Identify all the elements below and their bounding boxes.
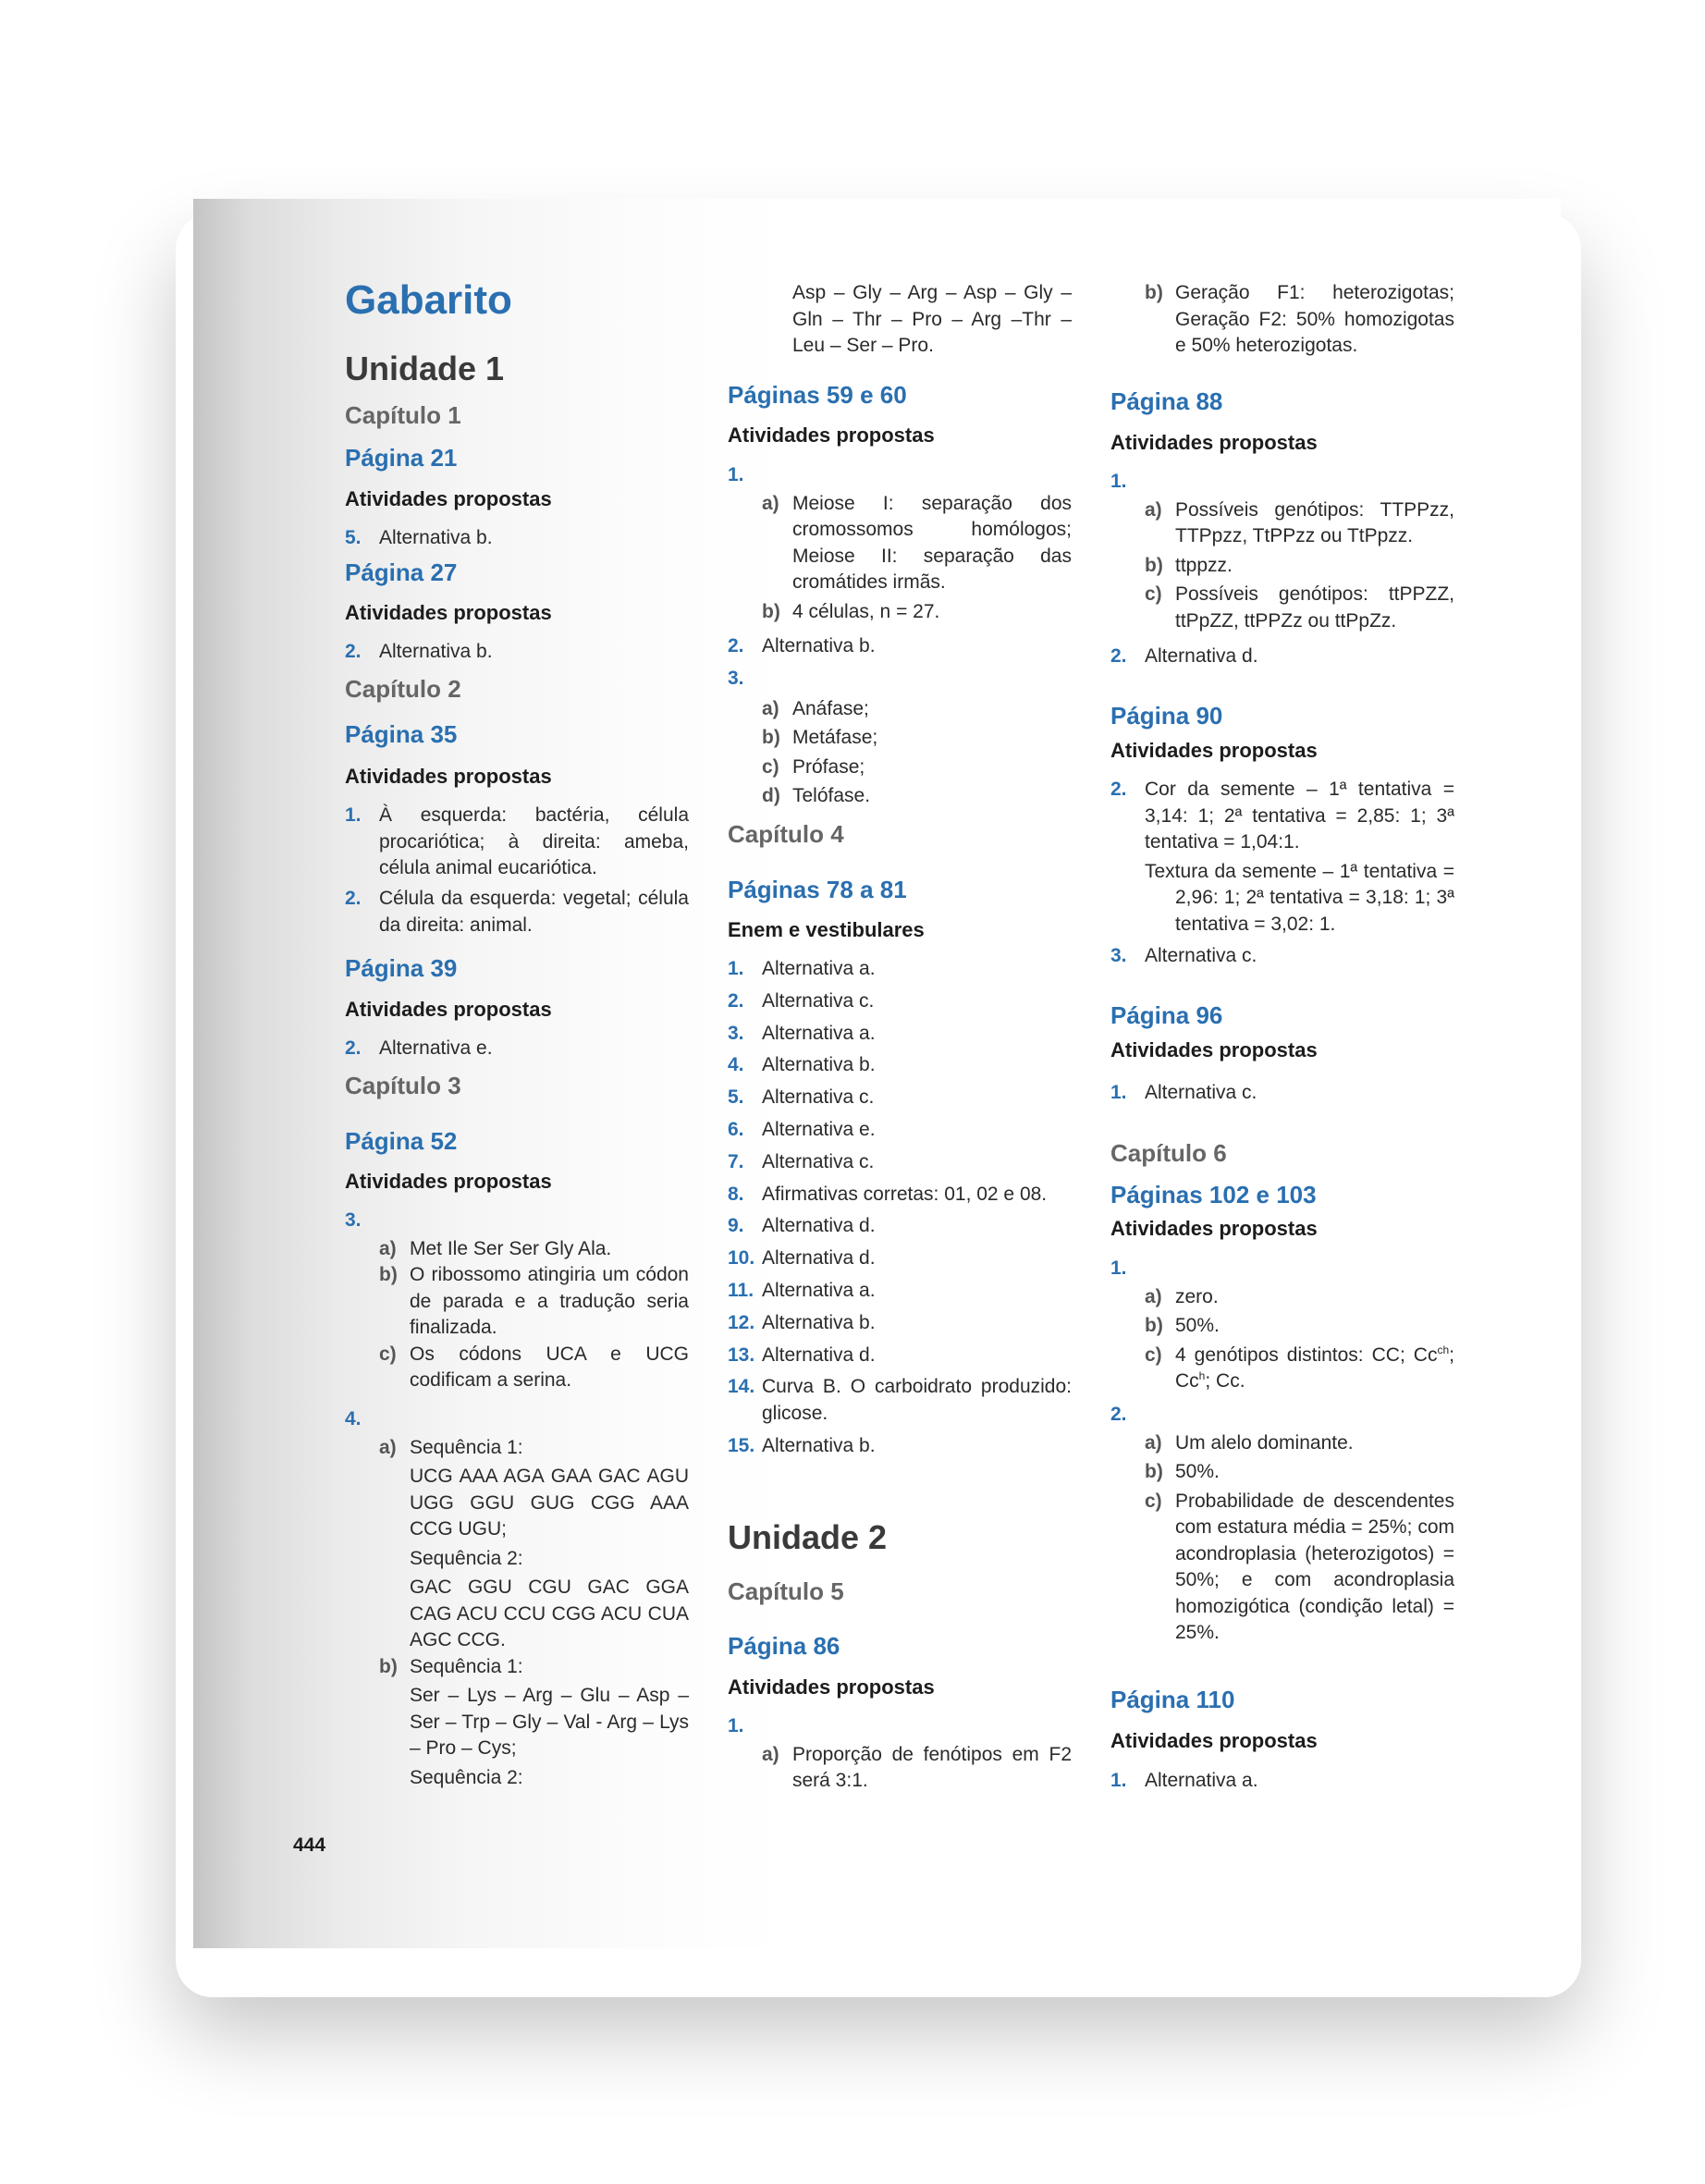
item-text: Curva B. O carboidrato produzido: glicose. — [762, 1376, 1072, 1424]
item-number: 13. — [728, 1344, 755, 1366]
item-letter: b) — [1145, 1315, 1163, 1336]
page-heading: Página 86 — [728, 1632, 840, 1660]
item-text: Alternativa b. — [762, 635, 876, 656]
answer-item — [1110, 943, 1454, 970]
item-number: 3. — [728, 668, 744, 689]
sub-item — [1145, 280, 1454, 360]
sub-item — [1145, 553, 1454, 580]
item-text: Meiose I: separação dos cromossomos homólogos; Meiose II: separação das cromátides irmãs. — [792, 492, 1072, 593]
item-text: Alternativa d. — [762, 1344, 876, 1366]
sub-item — [762, 725, 1072, 752]
page-title: Gabarito — [345, 277, 512, 323]
page-heading: Página 39 — [345, 954, 458, 982]
item-text: Prófase; — [792, 755, 865, 778]
page-heading: Página 21 — [345, 444, 458, 472]
item-number: 1. — [1110, 1770, 1127, 1791]
answer-list — [728, 956, 1072, 1465]
item-text: zero. — [1175, 1285, 1219, 1307]
item-number: 2. — [345, 1037, 362, 1059]
answer-item — [728, 1213, 1072, 1240]
answer-item — [728, 1310, 1072, 1337]
page-heading: Página 90 — [1110, 702, 1223, 730]
chapter-heading: Capítulo 2 — [345, 675, 461, 703]
item-text — [1175, 1343, 1454, 1395]
item-number: 1. — [728, 1715, 744, 1736]
page-heading: Página 88 — [1110, 387, 1223, 415]
item-letter: a) — [1145, 1431, 1162, 1454]
item-text: Sequência 2: — [410, 1547, 523, 1569]
item-letter: c) — [1145, 1344, 1162, 1366]
continued-text — [728, 280, 1072, 360]
answer-item — [728, 1713, 1072, 1795]
answer-item — [345, 1208, 689, 1394]
text-part: ; Cc — [1175, 1344, 1454, 1392]
text-part: 4 genótipos distintos: CC; Cc — [1175, 1344, 1438, 1366]
answer-item — [345, 1036, 689, 1062]
item-number: 3. — [345, 1209, 362, 1231]
page-heading: Páginas 78 a 81 — [728, 876, 907, 903]
item-number: 12. — [728, 1311, 755, 1333]
answer-item — [1110, 644, 1454, 670]
item-text: Alternativa d. — [762, 1247, 876, 1270]
item-letter: a) — [762, 697, 779, 719]
item-text: Alternativa a. — [762, 1022, 876, 1044]
answer-item — [345, 803, 689, 882]
item-letter: b) — [379, 1655, 398, 1677]
item-text: Telófase. — [792, 785, 871, 806]
sub-item — [762, 755, 1072, 781]
sub-item — [379, 1435, 689, 1654]
sub-item — [762, 696, 1072, 723]
answer-item — [728, 956, 1072, 983]
item-text: Alternativa d. — [1145, 645, 1258, 667]
item-letter: c) — [1145, 1490, 1162, 1512]
section-heading: Enem e vestibulares — [728, 918, 925, 941]
sub-item — [1145, 497, 1454, 550]
item-text: Alternativa b. — [379, 641, 493, 662]
item-text: Alternativa b. — [762, 1434, 876, 1456]
answer-item — [1110, 1080, 1454, 1107]
sub-item — [379, 1236, 689, 1263]
item-text: Os códons UCA e UCG codificam a serina. — [410, 1343, 689, 1391]
item-text: Alternativa c. — [762, 989, 875, 1012]
item-number: 7. — [728, 1150, 744, 1172]
item-text: ttppzz. — [1175, 554, 1233, 576]
item-text: Célula da esquerda: vegetal; célula da direita: animal. — [379, 888, 689, 936]
sequence-text: GAC GGU CGU GAC GGA CAG ACU CCU CGG ACU CUA AGC CCG. — [410, 1577, 689, 1650]
section-heading: Atividades propostas — [1110, 431, 1318, 454]
item-number: 5. — [345, 527, 362, 548]
answer-item — [1110, 280, 1454, 360]
item-letter: a) — [762, 492, 779, 514]
answer-item — [1110, 1402, 1454, 1647]
item-text: Met Ile Ser Ser Gly Ala. — [410, 1237, 612, 1259]
item-number: 1. — [345, 804, 362, 826]
section-heading: Atividades propostas — [345, 601, 552, 624]
chapter-heading: Capítulo 4 — [728, 820, 844, 848]
item-text: Alternativa e. — [379, 1037, 493, 1059]
answer-item — [1110, 777, 1454, 938]
item-number: 2. — [1110, 1404, 1127, 1425]
item-number: 3. — [728, 1022, 744, 1044]
answer-item — [345, 639, 689, 666]
item-letter: d) — [762, 785, 780, 806]
item-number: 8. — [728, 1183, 744, 1205]
item-text: Metáfase; — [792, 727, 878, 748]
item-text: Alternativa b. — [379, 527, 493, 548]
item-text: Alternativa c. — [1145, 945, 1257, 966]
answer-item — [728, 1149, 1072, 1176]
chapter-heading: Capítulo 1 — [345, 401, 461, 429]
item-number: 2. — [728, 989, 744, 1012]
superscript: h — [1198, 1369, 1206, 1382]
item-letter: b) — [379, 1264, 398, 1285]
item-number: 1. — [728, 464, 744, 485]
item-text: Textura da semente – 1ª tentativa = 2,96: 1; 2ª tentativa = 3,18: 1; 3ª tentativa = 3,02: 1. — [1145, 860, 1454, 935]
chapter-heading: Capítulo 6 — [1110, 1139, 1227, 1167]
item-number: 4. — [728, 1054, 744, 1076]
answer-item — [728, 1433, 1072, 1460]
answer-item — [728, 666, 1072, 810]
item-text: 50%. — [1175, 1315, 1220, 1336]
item-text: Geração F1: heterozigotas; Geração F2: 50% homozigotas e 50% heterozigotas. — [1175, 282, 1454, 356]
superscript: ch — [1437, 1343, 1450, 1356]
item-number: 2. — [1110, 779, 1127, 800]
sub-item — [1145, 1343, 1454, 1395]
item-text: O ribossomo atingiria um códon de parada e a tradução seria finalizada. — [410, 1264, 689, 1338]
item-number: 9. — [728, 1215, 744, 1237]
unit-heading: Unidade 2 — [728, 1518, 888, 1556]
item-text: Alternativa b. — [762, 1311, 876, 1333]
item-text: Afirmativas corretas: 01, 02 e 08. — [762, 1183, 1048, 1205]
item-text: Alternativa c. — [762, 1150, 875, 1172]
answer-item — [728, 1374, 1072, 1427]
item-text: Cor da semente – 1ª tentativa = 3,14: 1; 2ª tentativa = 2,85: 1; 3ª tentativa = 1,04:1. — [1145, 779, 1454, 853]
sequence-text: UCG AAA AGA GAA GAC AGU UGG GGU GUG CGG AAA CCG UGU; — [410, 1466, 689, 1540]
item-letter: a) — [1145, 1285, 1162, 1307]
item-text: Alternativa d. — [762, 1215, 876, 1237]
section-heading: Atividades propostas — [345, 998, 552, 1021]
item-letter: c) — [1145, 583, 1162, 605]
item-number: 5. — [728, 1086, 744, 1109]
item-text: Probabilidade de descendentes com estatura média = 25%; com acondroplasia (heterozigotos) = 50%; e com acondroplasia homozigótica (condição letal) = 25%. — [1175, 1490, 1454, 1643]
answer-item — [1110, 1256, 1454, 1395]
sub-item — [762, 599, 1072, 626]
sub-item — [379, 1262, 689, 1342]
item-text: Anáfase; — [792, 697, 869, 719]
text-part: ; Cc. — [1205, 1370, 1245, 1392]
section-heading: Atividades propostas — [728, 423, 935, 447]
item-text: Possíveis genótipos: TTPPzz, TTPpzz, TtPPzz ou TtPpzz. — [1175, 498, 1454, 546]
sub-item — [379, 1654, 689, 1792]
answer-item — [1110, 469, 1454, 634]
sub-item — [1145, 1459, 1454, 1486]
item-number: 1. — [1110, 1258, 1127, 1279]
sub-item — [1145, 582, 1454, 634]
item-text: Sequência 2: — [410, 1766, 523, 1788]
item-text: Asp – Gly – Arg – Asp – Gly – Gln – Thr – Pro – Arg –Thr – Leu – Ser – Pro. — [792, 282, 1072, 356]
section-heading: Atividades propostas — [1110, 1217, 1318, 1240]
item-text: Proporção de fenótipos em F2 será 3:1. — [792, 1743, 1072, 1791]
item-number: 1. — [1110, 471, 1127, 492]
item-letter: a) — [1145, 498, 1162, 521]
answer-item — [728, 1052, 1072, 1079]
item-text: 50%. — [1175, 1461, 1220, 1482]
sub-item — [762, 783, 1072, 810]
unit-heading: Unidade 1 — [345, 350, 505, 387]
answer-item — [728, 1085, 1072, 1111]
item-number: 14. — [728, 1376, 755, 1398]
sub-item — [1145, 1430, 1454, 1457]
answer-item — [728, 1278, 1072, 1305]
page-heading: Página 110 — [1110, 1686, 1235, 1713]
answer-item — [1110, 1768, 1454, 1795]
chapter-heading: Capítulo 3 — [345, 1072, 461, 1099]
item-number: 6. — [728, 1118, 744, 1140]
item-text: Alternativa b. — [762, 1054, 876, 1076]
item-number: 2. — [1110, 645, 1127, 667]
item-text: Sequência 1: — [410, 1436, 523, 1458]
sequence-text: Ser – Lys – Arg – Glu – Asp – Ser – Trp – Gly – Val - Arg – Lys – Pro – Cys; — [410, 1685, 689, 1759]
item-text: Alternativa c. — [762, 1086, 875, 1109]
answer-item — [728, 462, 1072, 625]
item-text: À esquerda: bactéria, célula procariótica; à direita: ameba, célula animal eucariótica. — [379, 804, 689, 878]
answer-item — [728, 988, 1072, 1015]
answer-item — [345, 886, 689, 939]
page-heading: Página 52 — [345, 1127, 458, 1155]
section-heading: Atividades propostas — [345, 487, 552, 510]
section-heading: Atividades propostas — [728, 1675, 935, 1699]
sub-item — [1145, 1284, 1454, 1311]
page-heading: Página 35 — [345, 720, 458, 748]
answer-item — [345, 1406, 689, 1791]
item-number: 4. — [345, 1408, 362, 1429]
section-heading: Atividades propostas — [1110, 1038, 1318, 1061]
item-letter: b) — [1145, 554, 1163, 576]
item-number: 1. — [728, 958, 744, 979]
item-number: 1. — [1110, 1082, 1127, 1103]
item-text: Alternativa a. — [762, 1279, 876, 1301]
page-heading: Página 96 — [1110, 1001, 1223, 1029]
answer-item — [345, 525, 689, 552]
item-letter: a) — [762, 1743, 779, 1765]
item-number: 15. — [728, 1434, 755, 1456]
page-heading: Páginas 102 e 103 — [1110, 1181, 1317, 1209]
sub-item — [1145, 1313, 1454, 1340]
answer-item — [728, 633, 1072, 660]
item-letter: b) — [762, 600, 780, 622]
section-heading: Atividades propostas — [345, 765, 552, 788]
answer-item — [728, 1182, 1072, 1209]
answer-item — [728, 1245, 1072, 1272]
item-text: Um alelo dominante. — [1175, 1431, 1354, 1454]
page-heading: Páginas 59 e 60 — [728, 381, 907, 409]
item-text: Alternativa e. — [762, 1118, 876, 1140]
page-heading: Página 27 — [345, 558, 458, 586]
item-letter: a) — [379, 1436, 397, 1458]
item-number: 2. — [728, 635, 744, 656]
item-letter: b) — [762, 727, 780, 748]
item-text: Alternativa c. — [1145, 1082, 1257, 1103]
sub-item — [379, 1342, 689, 1394]
sub-item — [1145, 1489, 1454, 1647]
chapter-heading: Capítulo 5 — [728, 1577, 844, 1605]
item-text: Alternativa a. — [1145, 1770, 1258, 1791]
sub-item — [762, 1742, 1072, 1795]
item-letter: b) — [1145, 1461, 1163, 1482]
sub-item — [762, 491, 1072, 596]
answer-item — [728, 1021, 1072, 1048]
section-heading: Atividades propostas — [1110, 1729, 1318, 1752]
section-heading: Atividades propostas — [345, 1170, 552, 1193]
page-number: 444 — [293, 1834, 326, 1856]
item-number: 10. — [728, 1247, 755, 1270]
item-letter: c) — [762, 755, 779, 778]
item-number: 3. — [1110, 945, 1127, 966]
answer-item — [728, 1117, 1072, 1144]
item-text: Sequência 1: — [410, 1655, 523, 1677]
item-number: 2. — [345, 888, 362, 909]
item-text: 4 células, n = 27. — [792, 600, 940, 622]
item-number: 2. — [345, 641, 362, 662]
section-heading: Atividades propostas — [1110, 739, 1318, 762]
item-text: Possíveis genótipos: ttPPZZ, ttPpZZ, ttPPZz ou ttPpZz. — [1175, 583, 1454, 632]
answer-item — [728, 1343, 1072, 1369]
item-letter: a) — [379, 1237, 397, 1259]
item-number: 11. — [728, 1279, 754, 1301]
item-letter: c) — [379, 1343, 397, 1365]
item-letter: b) — [1145, 282, 1163, 303]
item-text: Alternativa a. — [762, 958, 876, 979]
